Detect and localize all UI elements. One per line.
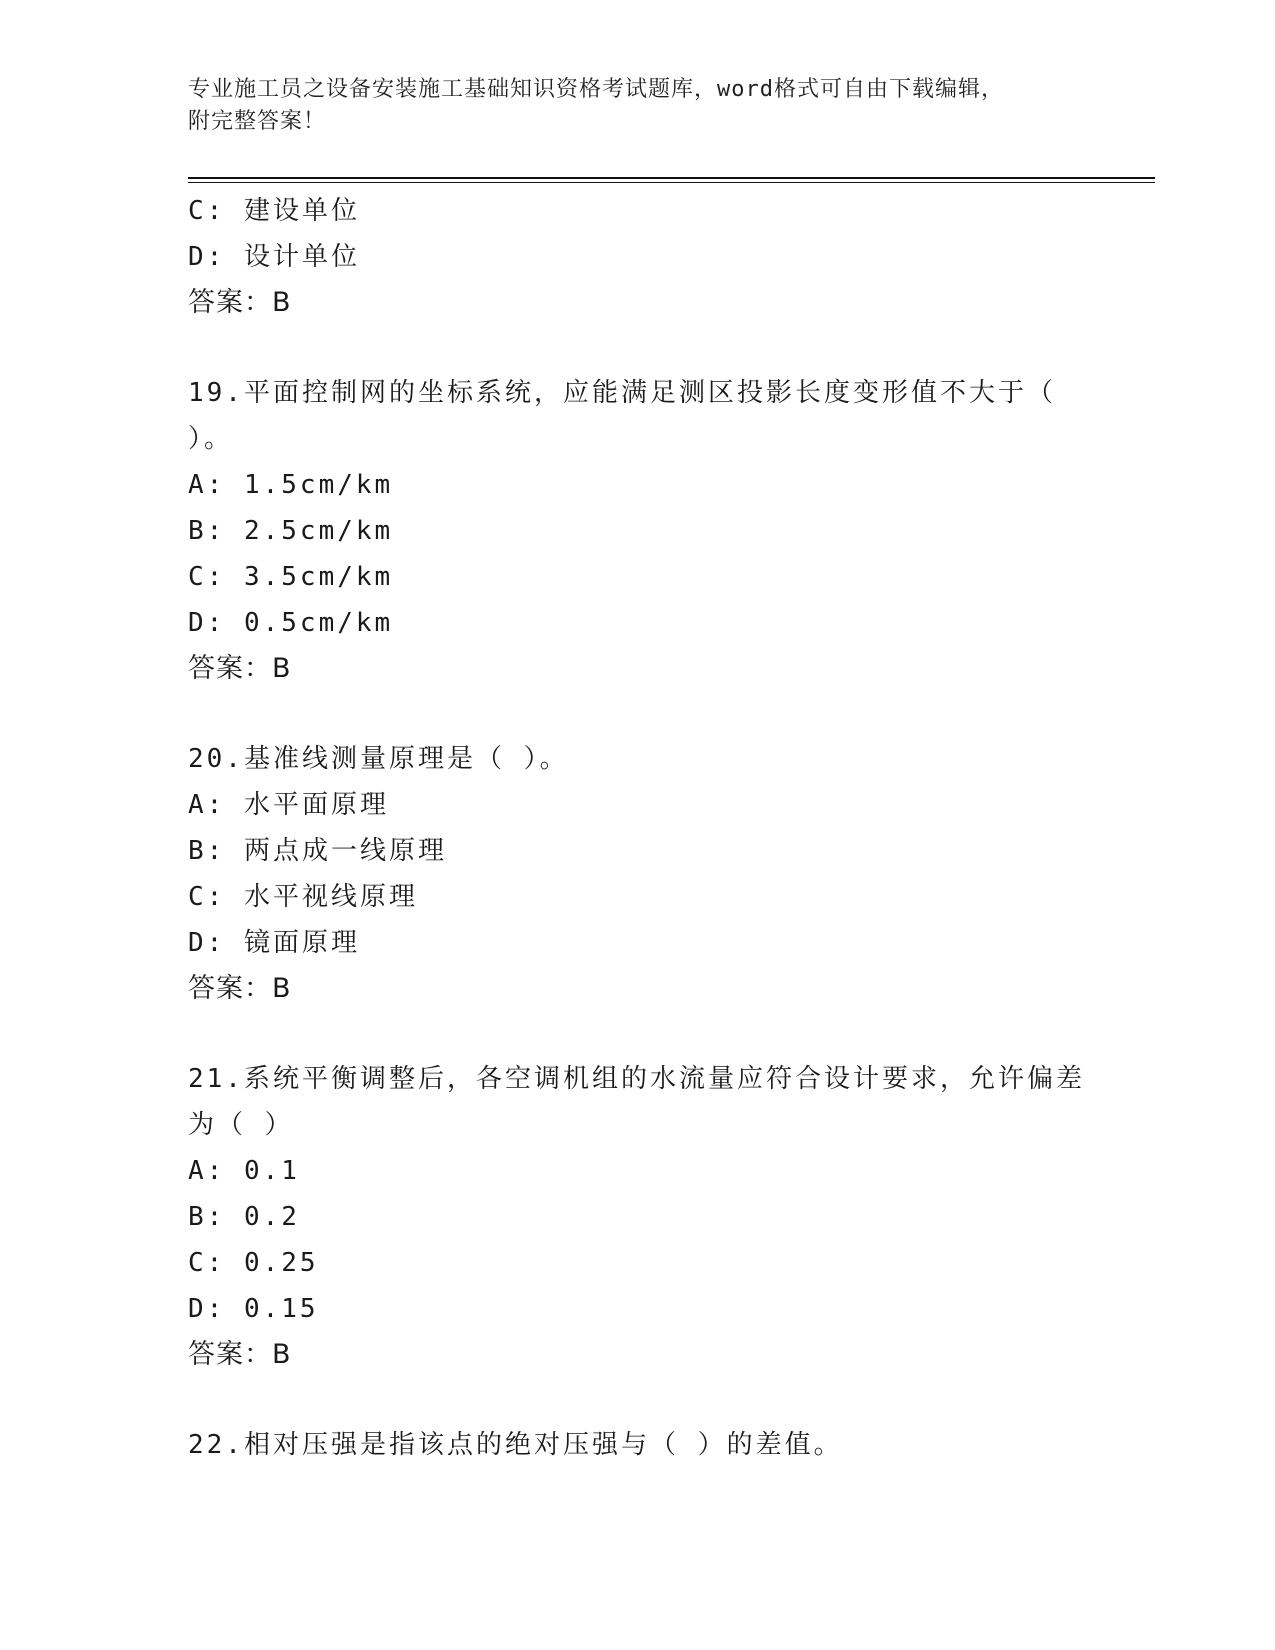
question-19 bbox=[188, 370, 1088, 692]
option-a: A: 水平面原理 bbox=[188, 790, 389, 820]
question-21 bbox=[188, 1056, 1088, 1378]
question-22 bbox=[188, 1422, 1088, 1468]
option-d: D: 0.15 bbox=[188, 1294, 319, 1324]
option-c: C: 建设单位 bbox=[188, 196, 360, 226]
answer: 答案：B bbox=[188, 287, 292, 318]
option-a: A: 0.1 bbox=[188, 1156, 300, 1186]
question-text: 20.基准线测量原理是（ ）。 bbox=[188, 744, 569, 774]
question-text-line-1: 21.系统平衡调整后，各空调机组的水流量应符合设计要求，允许偏差 bbox=[188, 1064, 1085, 1094]
option-b: B: 2.5cm/km bbox=[188, 516, 394, 546]
option-d: D: 镜面原理 bbox=[188, 928, 360, 958]
answer: 答案：B bbox=[188, 1339, 292, 1370]
header-line-1: 专业施工员之设备安装施工基础知识资格考试题库，word格式可自由下载编辑， bbox=[188, 77, 1004, 102]
option-d: D: 设计单位 bbox=[188, 242, 360, 272]
question-text: 22.相对压强是指该点的绝对压强与（ ）的差值。 bbox=[188, 1430, 843, 1460]
option-b: B: 0.2 bbox=[188, 1202, 300, 1232]
option-c: C: 水平视线原理 bbox=[188, 882, 418, 912]
question-text-line-1: 19.平面控制网的坐标系统，应能满足测区投影长度变形值不大于（ bbox=[188, 378, 1056, 408]
answer: 答案：B bbox=[188, 653, 292, 684]
question-18-tail bbox=[188, 188, 1088, 326]
option-c: C: 3.5cm/km bbox=[188, 562, 394, 592]
question-list bbox=[188, 188, 1088, 1468]
question-20 bbox=[188, 736, 1088, 1012]
option-b: B: 两点成一线原理 bbox=[188, 836, 447, 866]
option-d: D: 0.5cm/km bbox=[188, 608, 394, 638]
option-c: C: 0.25 bbox=[188, 1248, 319, 1278]
question-text-line-2: ）。 bbox=[188, 424, 234, 454]
header-line-2: 附完整答案！ bbox=[188, 109, 327, 134]
answer: 答案：B bbox=[188, 973, 292, 1004]
option-a: A: 1.5cm/km bbox=[188, 470, 394, 500]
header-divider-thin bbox=[188, 182, 1155, 183]
document-header bbox=[188, 74, 1068, 138]
question-text-line-2: 为（ ） bbox=[188, 1110, 294, 1140]
header-divider-thick bbox=[188, 177, 1155, 179]
